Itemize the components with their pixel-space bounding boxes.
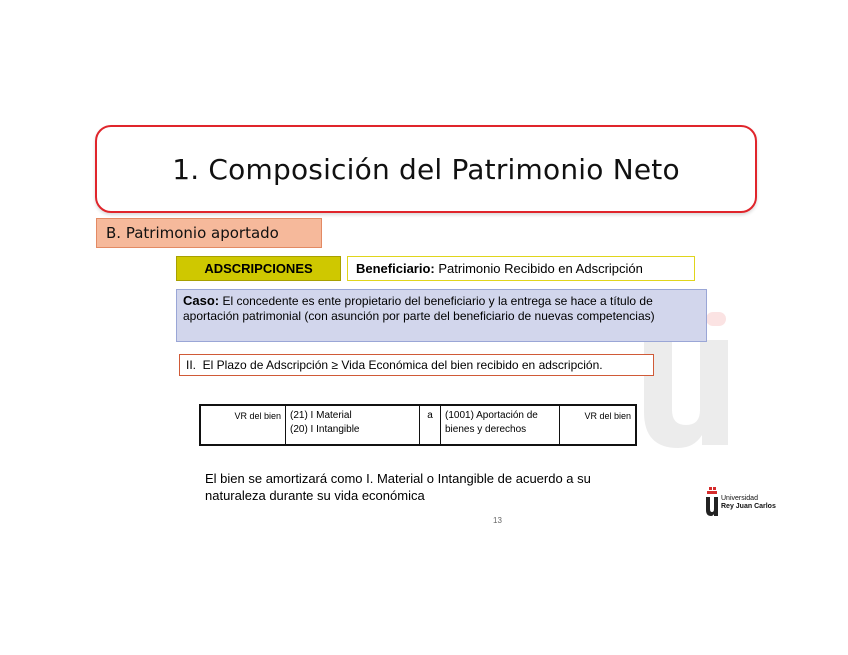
debit-amount: VR del bien — [234, 411, 281, 421]
caso-bold: Caso: — [183, 293, 220, 308]
university-name-line2: Rey Juan Carlos — [721, 503, 776, 510]
credit-account-1: (1001) Aportación de — [445, 410, 538, 421]
caso-text: El concedente es ente propietario del beneficiario y la entrega se hace a título de aportación patrimonial (con asunción por parte del beneficiario de nuevas competencias) — [183, 294, 655, 323]
debit-account-2: (20) I Intangible — [290, 424, 360, 435]
beneficiario-bold: Beneficiario: — [356, 261, 435, 276]
page-number: 13 — [493, 516, 502, 525]
note-text: El bien se amortizará como I. Material o Intangible de acuerdo a su naturaleza durante su vida económica — [205, 471, 591, 503]
credit-accounts — [441, 406, 560, 444]
credit-amount: VR del bien — [560, 406, 636, 444]
caso-box — [176, 289, 707, 342]
university-logo — [705, 487, 785, 521]
adscripciones-label: ADSCRIPCIONES — [176, 256, 341, 281]
university-name-line1: Universidad — [721, 495, 758, 502]
page-title: 1. Composición del Patrimonio Neto — [172, 152, 680, 186]
journal-entry-table — [199, 404, 637, 446]
university-name — [721, 495, 776, 511]
beneficiario-box — [347, 256, 695, 281]
section-heading: B. Patrimonio aportado — [96, 218, 322, 248]
credit-account-2: bienes y derechos — [445, 424, 527, 435]
title-box — [95, 125, 757, 213]
beneficiario-text: Patrimonio Recibido en Adscripción — [434, 261, 643, 276]
plazo-box — [179, 354, 654, 376]
table-row — [201, 406, 635, 444]
plazo-text: II. El Plazo de Adscripción ≥ Vida Económica del bien recibido en adscripción. — [186, 358, 603, 372]
debit-account-1: (21) I Material — [290, 410, 352, 421]
debit-accounts — [286, 406, 420, 444]
urjc-mark-icon — [705, 487, 719, 517]
connector: a — [420, 406, 441, 444]
